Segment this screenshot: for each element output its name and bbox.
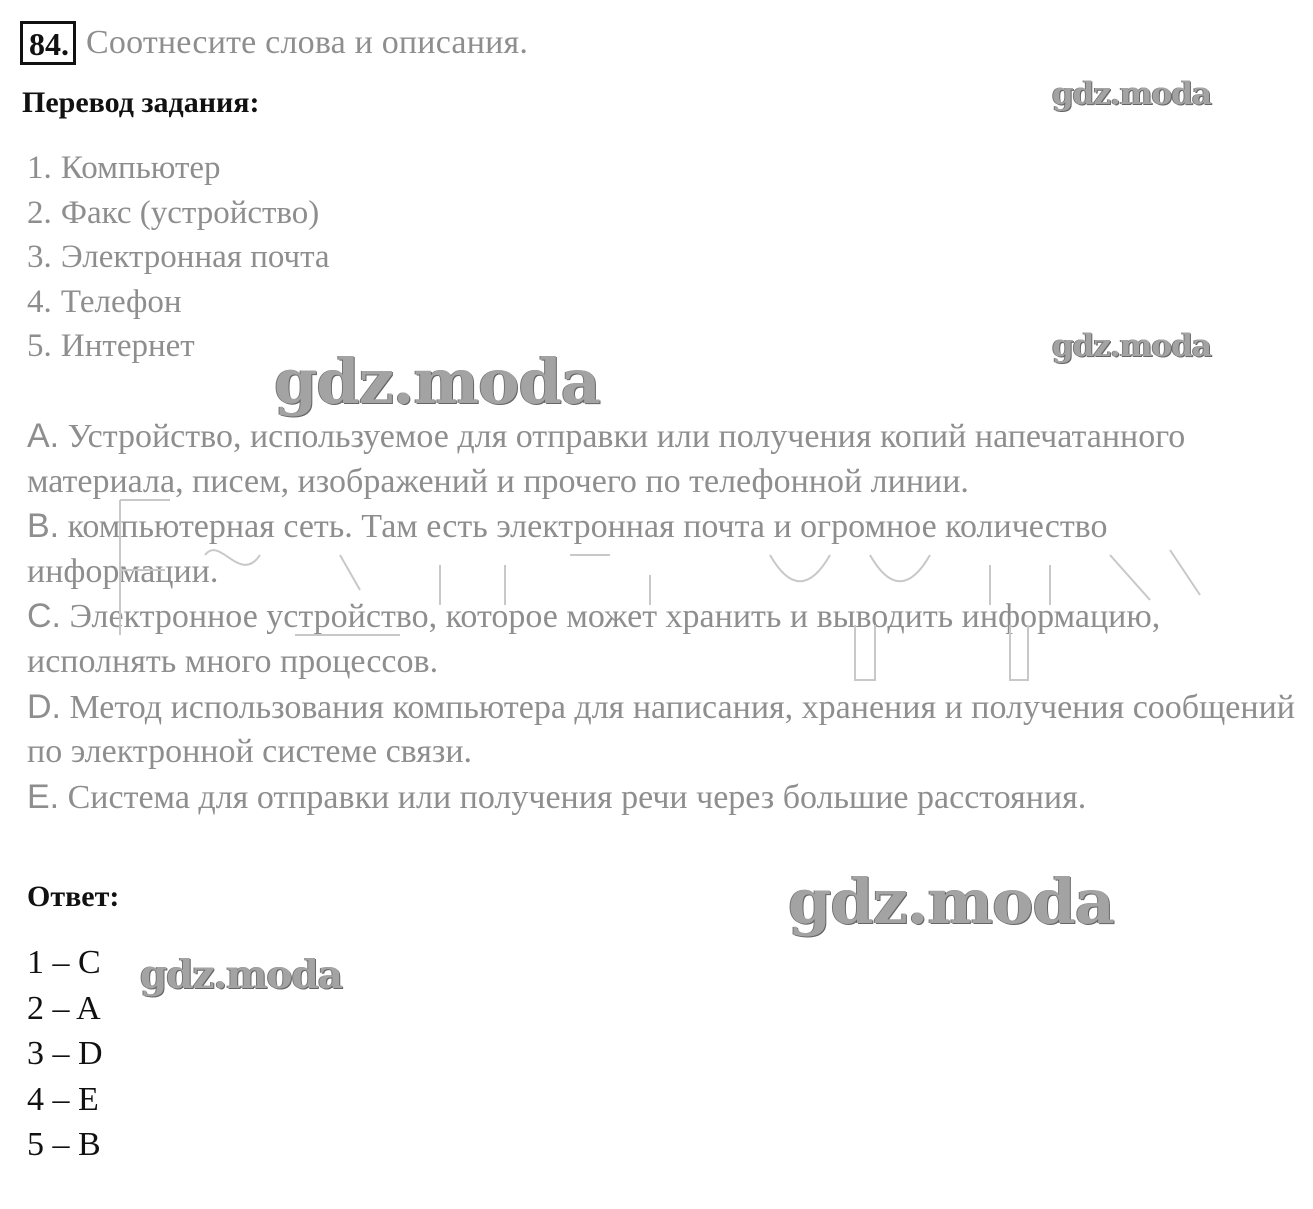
watermark: gdz.moda xyxy=(274,345,600,418)
word-item: 2. Факс (устройство) xyxy=(27,194,320,231)
task-instruction: Соотнесите слова и описания. xyxy=(86,24,529,61)
watermark: gdz.moda xyxy=(1052,328,1211,364)
definition-item: E. Система для отправки или получения речи через большие расстояния. xyxy=(27,777,1087,816)
watermark: gdz.moda xyxy=(788,865,1114,938)
definition-item: D. Метод использования компьютера для написания, хранения и получения сообщений по электронной системе связи. xyxy=(27,687,1295,771)
answer-item: 4 – E xyxy=(27,1080,99,1118)
answer-heading: Ответ: xyxy=(27,880,120,913)
answer-item: 2 – A xyxy=(27,989,101,1027)
answer-item: 3 – D xyxy=(27,1035,103,1073)
task-number-badge: 84. xyxy=(20,21,76,65)
watermark: gdz.moda xyxy=(1052,76,1211,112)
definition-list xyxy=(27,414,1302,820)
definition-item: C. Электронное устройство, которое может хранить и выводить информацию, исполнять много процессов. xyxy=(27,597,1161,680)
word-item: 1. Компьютер xyxy=(27,150,221,186)
word-list xyxy=(27,145,330,368)
watermark: gdz.moda xyxy=(140,952,343,998)
definition-item: B. компьютерная сеть. Там есть электронная почта и огромное количество информации. xyxy=(27,507,1108,590)
word-item: 3. Электронная почта xyxy=(27,239,330,275)
answer-item: 5 – B xyxy=(27,1126,101,1164)
task-header xyxy=(20,20,528,66)
answer-list xyxy=(27,940,103,1168)
answer-item: 1 – C xyxy=(27,944,101,981)
word-item: 4. Телефон xyxy=(27,283,182,320)
word-item: 5. Интернет xyxy=(27,328,195,364)
definition-item: A. Устройство, используемое для отправки или получения копий напечатанного материала, писем, изображений и прочего по телефонной линии. xyxy=(27,417,1186,500)
translation-heading: Перевод задания: xyxy=(22,86,260,119)
